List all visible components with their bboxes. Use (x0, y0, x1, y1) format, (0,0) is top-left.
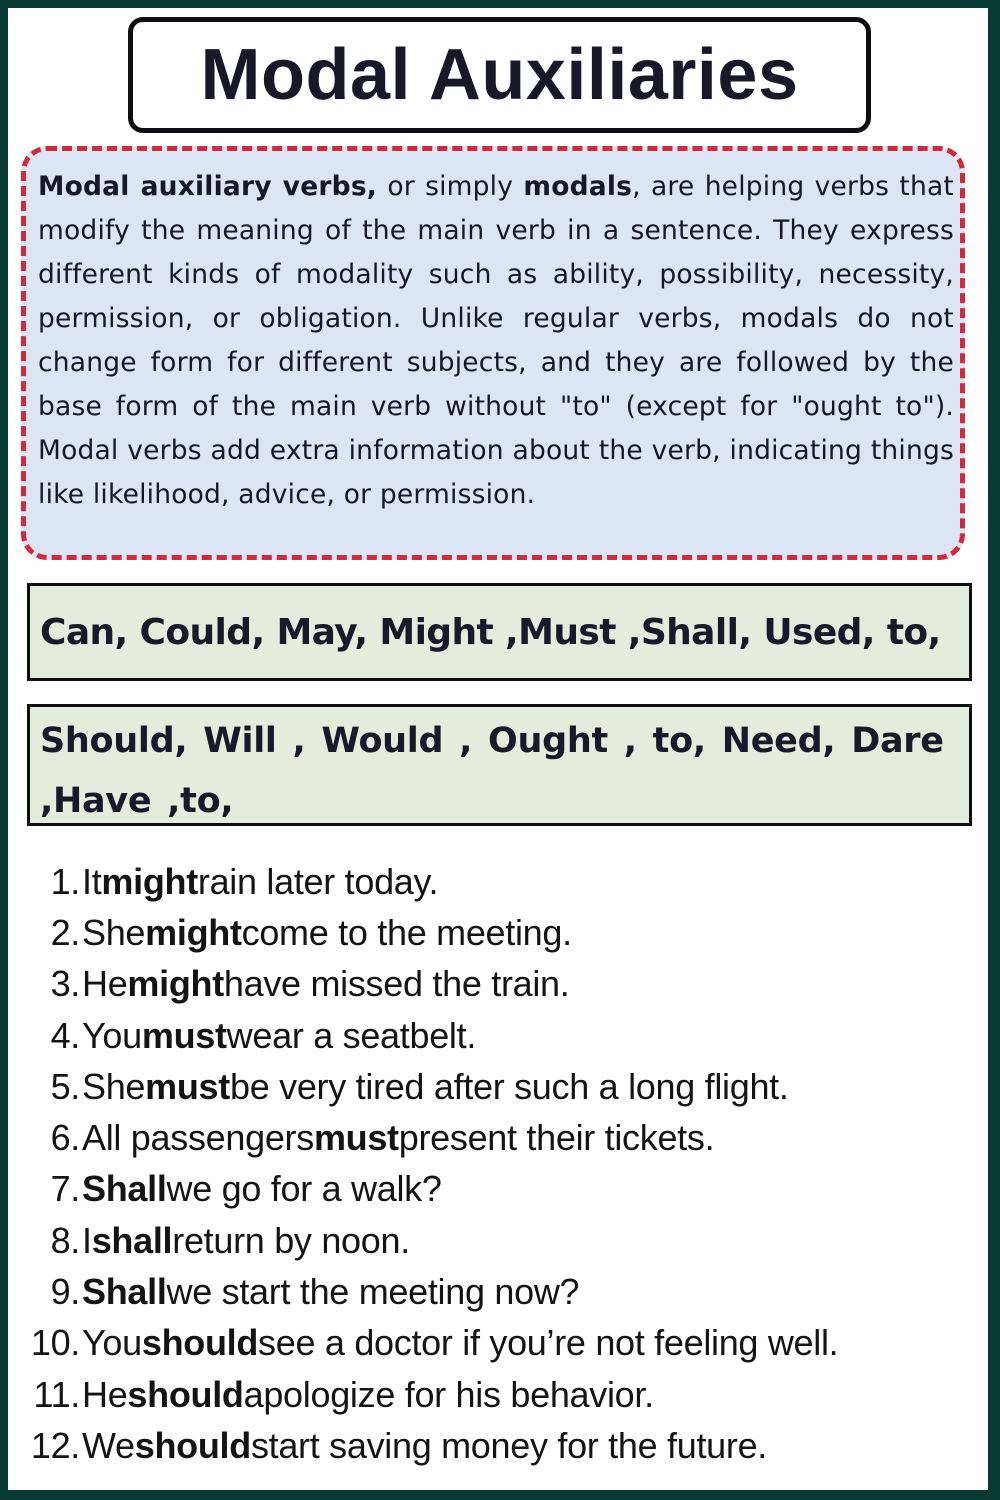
example-item (8, 1266, 988, 1317)
modal-keyword: shall (91, 1219, 173, 1261)
sentence-start: We (82, 1424, 135, 1466)
item-number: 3. (50, 963, 80, 1005)
definition-term-short: modals (523, 171, 633, 202)
modal-list-box-2 (27, 704, 972, 826)
sentence-start: He (82, 1373, 128, 1415)
sentence-end: have missed the train. (223, 963, 570, 1005)
sentence-start: You (82, 1014, 142, 1056)
sentence-end: start saving money for the future. (250, 1424, 767, 1466)
modal-keyword: should (141, 1322, 259, 1364)
modal-keyword: might (127, 963, 224, 1005)
example-item (8, 959, 988, 1010)
item-number: 9. (50, 1271, 80, 1313)
item-number: 8. (50, 1219, 80, 1261)
modal-keyword: might (145, 911, 242, 953)
example-item (8, 1010, 988, 1061)
sentence-end: apologize for his behavior. (243, 1373, 654, 1415)
example-item (8, 1215, 988, 1266)
modal-keyword: must (141, 1014, 227, 1056)
modal-keyword: must (145, 1065, 230, 1107)
page (8, 8, 988, 1490)
sentence-end: present their tickets. (398, 1117, 715, 1159)
item-number: 12. (30, 1424, 80, 1466)
definition-fragment: or simply (377, 171, 524, 202)
definition-body: , are helping verbs that modify the meaning of the main verb in a sentence. They express different kinds of modality such as ability, possibility, necessity, permission, or obligation. Unlike regular verbs, modals do not change form for different subjects, and they are followed by the base form of the main verb without "to" (except for "ought to"). Modal verbs add extra information about the verb, indicating things like likelihood, advice, or permission. (38, 171, 954, 510)
definition-text (38, 165, 954, 517)
title-box (128, 17, 871, 133)
modal-keyword: should (134, 1424, 251, 1466)
sentence-start: He (82, 963, 128, 1005)
modal-keyword: must (313, 1117, 399, 1159)
example-sentences (8, 856, 988, 1472)
item-number: 6. (50, 1117, 80, 1159)
item-number: 2. (50, 911, 80, 953)
sentence-end: return by noon. (172, 1219, 410, 1261)
sentence-end: we go for a walk? (166, 1168, 442, 1210)
sentence-start: She (82, 1065, 146, 1107)
sentence-start: She (82, 911, 146, 953)
modal-list-1: Can, Could, May, Might ,Must ,Shall, Used, to, (40, 611, 941, 653)
definition-box (21, 146, 965, 560)
sentence-end: wear a seatbelt. (226, 1014, 477, 1056)
item-number: 5. (50, 1065, 80, 1107)
modal-list-box-1 (27, 583, 972, 681)
definition-term: Modal auxiliary verbs, (38, 171, 378, 202)
sentence-start: I (82, 1219, 92, 1261)
example-item (8, 1061, 988, 1112)
sentence-end: be very tired after such a long flight. (229, 1065, 789, 1107)
modal-list-2: Should, Will , Would , Ought , to, Need, Dare ,Have ,to, (40, 721, 944, 821)
example-item (8, 1318, 988, 1369)
example-item (8, 1420, 988, 1471)
modal-keyword: might (101, 860, 198, 902)
item-number: 4. (50, 1014, 80, 1056)
sentence-end: we start the meeting now? (166, 1271, 580, 1313)
item-number: 7. (50, 1168, 80, 1210)
example-item (8, 1112, 988, 1163)
item-number: 11. (33, 1373, 80, 1415)
sentence-start: All passengers (82, 1117, 314, 1159)
sentence-start: You (82, 1322, 142, 1364)
example-item (8, 1164, 988, 1215)
modal-keyword: Shall (82, 1168, 167, 1210)
example-item (8, 1369, 988, 1420)
sentence-end: see a doctor if you’re not feeling well. (258, 1322, 839, 1364)
example-item (8, 856, 988, 907)
item-number: 1. (50, 860, 80, 902)
sentence-end: come to the meeting. (241, 911, 572, 953)
page-title: Modal Auxiliaries (200, 35, 799, 115)
example-item (8, 907, 988, 958)
modal-keyword: should (127, 1373, 244, 1415)
modal-keyword: Shall (82, 1271, 167, 1313)
item-number: 10. (30, 1322, 80, 1364)
sentence-end: rain later today. (197, 860, 439, 902)
sentence-start: It (82, 860, 102, 902)
